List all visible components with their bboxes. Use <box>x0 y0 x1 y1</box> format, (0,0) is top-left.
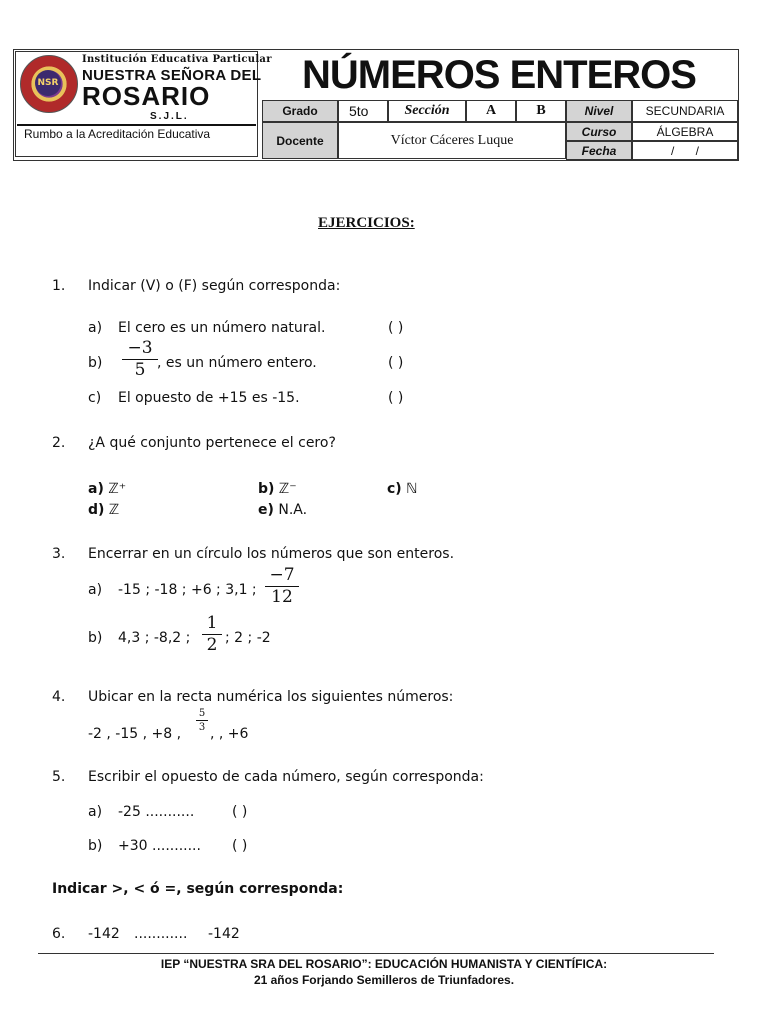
q5-statement: Escribir el opuesto de cada número, según corresponda: <box>88 769 484 785</box>
q4-denominator: 3 <box>198 722 206 733</box>
q2a-label: a) <box>88 481 104 497</box>
q2b-value: ℤ⁻ <box>278 481 297 497</box>
q1c-text: El opuesto de +15 es -15. <box>118 390 300 406</box>
q1b-answer-box: ( ) <box>388 355 404 371</box>
q3a-fraction <box>265 566 299 606</box>
q6-right-value: -142 <box>208 926 240 942</box>
q2-option-d <box>88 502 119 518</box>
q2b-label: b) <box>258 481 275 497</box>
nivel-value: SECUNDARIA <box>632 100 738 122</box>
q2-option-b <box>258 481 297 497</box>
q2a-value: ℤ⁺ <box>108 481 127 497</box>
q1c-answer-box: ( ) <box>388 390 404 406</box>
q1b-numerator: −3 <box>127 338 153 358</box>
q3b-fraction <box>202 614 222 654</box>
institution-name-line2: ROSARIO <box>82 81 211 111</box>
q1c-label: c) <box>88 390 102 406</box>
section-title: EJERCICIOS: <box>318 215 415 231</box>
q4-statement: Ubicar en la recta numérica los siguientes números: <box>88 689 454 705</box>
school-motto: Rumbo a la Acreditación Educativa <box>24 127 211 141</box>
seal-monogram: NSR <box>35 70 61 96</box>
q1b-text: , es un número entero. <box>157 355 317 371</box>
q3a-numerator: −7 <box>269 565 295 585</box>
curso-label: Curso <box>566 122 632 141</box>
q1a-text: El cero es un número natural. <box>118 320 326 336</box>
q2-option-c <box>387 481 417 497</box>
q2c-label: c) <box>387 481 402 497</box>
fecha-value: / / <box>632 141 738 160</box>
q2c-value: ℕ <box>406 481 418 497</box>
q2-option-e <box>258 502 307 518</box>
q2d-label: d) <box>88 502 105 518</box>
q4-values-end: , , +6 <box>210 726 249 742</box>
q1-number: 1. <box>52 278 66 294</box>
q5a-label: a) <box>88 804 103 820</box>
q4-numerator: 5 <box>198 708 206 719</box>
q6-number: 6. <box>52 926 66 942</box>
q3a-values: -15 ; -18 ; +6 ; 3,1 ; <box>118 582 257 598</box>
institution-location: S.J.L. <box>150 111 189 122</box>
fraction-bar <box>196 720 208 721</box>
q5b-answer-box: ( ) <box>232 838 248 854</box>
q5a-text: -25 ........... <box>118 804 195 820</box>
seccion-a: A <box>466 100 516 122</box>
q4-values-start: -2 , -15 , +8 , <box>88 726 182 742</box>
docente-label: Docente <box>262 122 338 159</box>
q5a-answer-box: ( ) <box>232 804 248 820</box>
q3-number: 3. <box>52 546 66 562</box>
curso-value: ÁLGEBRA <box>632 122 738 141</box>
q1b-label: b) <box>88 355 103 371</box>
logo-divider <box>17 124 256 126</box>
q5-number: 5. <box>52 769 66 785</box>
q3-statement: Encerrar en un círculo los números que son enteros. <box>88 546 455 562</box>
q3b-numerator: 1 <box>206 613 218 633</box>
q3a-label: a) <box>88 582 103 598</box>
footer-line-1: IEP “NUESTRA SRA DEL ROSARIO”: EDUCACIÓN HUMANISTA Y CIENTÍFICA: <box>160 957 608 971</box>
q1a-answer-box: ( ) <box>388 320 404 336</box>
q3b-values-start: 4,3 ; -8,2 ; <box>118 630 191 646</box>
grado-value: 5to <box>338 100 388 122</box>
q4-fraction <box>196 708 208 733</box>
q3b-denominator: 2 <box>206 634 218 655</box>
q5b-text: +30 ........... <box>118 838 201 854</box>
q1a-label: a) <box>88 320 103 336</box>
comparison-instruction: Indicar >, < ó =, según corresponda: <box>52 881 344 897</box>
page-title: NÚMEROS ENTEROS <box>302 53 696 97</box>
institution-name-line1: NUESTRA SEÑORA DEL <box>82 67 262 84</box>
q2d-value: ℤ <box>108 502 120 518</box>
q2e-value: N.A. <box>278 502 308 518</box>
q2-statement: ¿A qué conjunto pertenece el cero? <box>88 435 336 451</box>
nivel-label: Nivel <box>566 100 632 122</box>
q4-number: 4. <box>52 689 66 705</box>
q3a-denominator: 12 <box>271 586 293 607</box>
institution-type: Institución Educativa Particular <box>82 54 272 65</box>
q6-blank: ............ <box>134 926 188 942</box>
q2e-label: e) <box>258 502 274 518</box>
seccion-label: Sección <box>388 100 466 122</box>
q2-number: 2. <box>52 435 66 451</box>
footer-divider <box>38 953 714 954</box>
fecha-label: Fecha <box>566 141 632 160</box>
q1-statement: Indicar (V) o (F) según corresponda: <box>88 278 341 294</box>
q3b-values-end: ; 2 ; -2 <box>225 630 271 646</box>
q6-left-value: -142 <box>88 926 120 942</box>
seccion-b: B <box>516 100 566 122</box>
q2-option-a <box>88 481 126 497</box>
q1b-fraction <box>122 339 158 379</box>
docente-value: Víctor Cáceres Luque <box>338 122 566 159</box>
footer-line-2: 21 años Forjando Semilleros de Triunfadores. <box>253 973 515 987</box>
q1b-denominator: 5 <box>134 359 146 380</box>
q3b-label: b) <box>88 630 103 646</box>
grado-label: Grado <box>262 100 338 122</box>
q5b-label: b) <box>88 838 103 854</box>
